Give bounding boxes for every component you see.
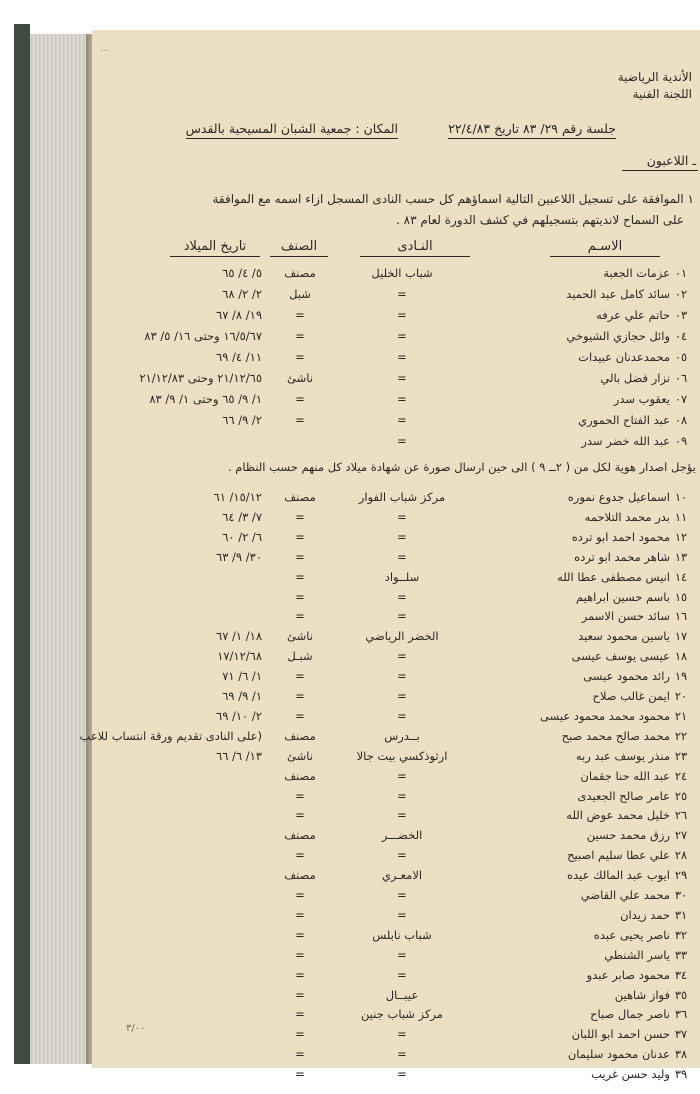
- table-row: [92, 986, 700, 1004]
- player-club: =: [397, 287, 407, 301]
- table-row: [92, 886, 700, 904]
- player-dob: ٧/ ٣/ ٦٤: [222, 509, 262, 524]
- table-row: [92, 548, 700, 566]
- player-name: علي عطا سليم اصبيح: [567, 848, 670, 863]
- column-header-category: الصنف: [270, 240, 328, 257]
- row-number: ٢٧: [674, 828, 688, 843]
- player-category: =: [295, 1067, 305, 1082]
- row-number: ٢٣: [674, 748, 688, 763]
- row-number: ٢٨: [674, 848, 688, 863]
- player-category: مصنف: [284, 768, 316, 783]
- player-category: مصنف: [284, 728, 316, 743]
- row-number: ٣٩: [674, 1067, 688, 1082]
- table-row: [92, 285, 700, 303]
- player-dob: ١٥/١٢/ ٦١: [213, 490, 262, 504]
- row-number: ١٩: [674, 669, 688, 684]
- row-number: ٢٠: [674, 689, 688, 703]
- player-category: =: [295, 947, 305, 962]
- table-row: [92, 866, 700, 884]
- table-row: [92, 767, 700, 785]
- player-name: باسم حسين ابراهيم: [575, 589, 670, 604]
- book-binding: [14, 24, 30, 1064]
- table-row: [92, 707, 700, 725]
- player-category: =: [295, 609, 305, 624]
- player-category: =: [295, 392, 305, 406]
- player-name: محمدعدنان عبيدات: [578, 350, 670, 364]
- table-row: [92, 411, 700, 429]
- player-name: ايمن غالب صلاح: [592, 689, 670, 703]
- row-number: ٢١: [674, 708, 688, 723]
- player-category: =: [295, 967, 305, 982]
- row-number: ٣٠: [674, 888, 688, 902]
- table-row: [92, 390, 700, 408]
- row-number: ٣١: [674, 907, 688, 922]
- player-category: =: [295, 788, 305, 803]
- player-category: =: [295, 848, 305, 863]
- player-club: =: [397, 888, 407, 902]
- id-issue-note: يؤجل اصدار هوية لكل من ( ٢ــ ٩ ) الى حين ارسال صورة عن شهادة ميلاد كل منهم حسب النظام .: [227, 460, 696, 474]
- player-name: اسماعيل جدوع نموره: [567, 490, 670, 504]
- player-club: =: [397, 669, 407, 684]
- table-row: [92, 607, 700, 625]
- player-name: ياسين محمود سعيد: [578, 629, 670, 644]
- table-row: [92, 1065, 700, 1083]
- player-club: =: [397, 689, 407, 703]
- player-club: =: [397, 549, 407, 564]
- player-club: =: [397, 768, 407, 783]
- player-dob: (على النادى تقديم ورقة انتساب للاعب: [79, 728, 262, 743]
- table-row: [92, 432, 700, 450]
- row-number: ٠٩: [674, 434, 688, 448]
- player-dob: ٥/ ٤/ ٦٥: [222, 266, 262, 280]
- player-category: =: [295, 308, 305, 322]
- player-dob: ٦/ ٢/ ٦٠: [222, 529, 262, 544]
- document-page: [79, 30, 700, 1082]
- page-edges: [30, 34, 86, 1064]
- player-name: وليد حسن غريب: [591, 1067, 670, 1082]
- table-row: [92, 528, 700, 546]
- player-name: حمد زيدان: [620, 907, 670, 922]
- player-dob: ١٨/ ١/ ٦٧: [216, 629, 262, 644]
- table-row: [92, 627, 700, 645]
- player-name: انيس مصطفى عطا الله: [557, 569, 670, 584]
- player-name: عامر صالح الجعيدى: [577, 788, 670, 803]
- player-club: مركز شباب الفوار: [358, 490, 446, 504]
- player-dob: ١/ ٩/ ٦٩: [222, 689, 262, 703]
- player-category: =: [295, 689, 305, 703]
- player-club: =: [397, 329, 407, 343]
- player-category: شبل: [289, 287, 311, 301]
- player-club: =: [397, 371, 407, 385]
- archive-stamp: ...: [100, 44, 109, 54]
- player-category: ناشئ: [287, 371, 313, 385]
- row-number: ٠٢: [674, 287, 688, 301]
- player-club: بــدرس: [384, 728, 420, 743]
- player-category: =: [295, 1047, 305, 1062]
- table-row: [92, 369, 700, 387]
- player-dob: ١١/ ٤/ ٦٩: [216, 350, 262, 364]
- player-category: =: [295, 329, 305, 343]
- player-dob: ٢١/١٢/٦٥ وحتى ٢١/١٢/٨٣: [139, 371, 262, 385]
- player-dob: ١/ ٦/ ٧١: [222, 669, 262, 684]
- player-club: =: [397, 788, 407, 803]
- row-number: ٠٨: [674, 413, 688, 427]
- player-club: الامعـري: [381, 868, 423, 883]
- player-category: =: [295, 927, 305, 942]
- table-row: [92, 1025, 700, 1043]
- row-number: ٠١: [674, 266, 688, 280]
- player-club: سلــواد: [384, 569, 420, 584]
- player-name: رزق محمد حسين: [586, 828, 670, 843]
- row-number: ١٣: [674, 549, 688, 564]
- column-header-dob: تاريخ الميلاد: [170, 240, 260, 257]
- table-row: [92, 846, 700, 864]
- player-category: مصنف: [284, 868, 316, 883]
- header-line-1: الأندية الرياضية: [617, 70, 692, 84]
- player-dob: ١٧/١٢/٦٨: [217, 649, 262, 664]
- player-name: عزمات الجعبة: [603, 266, 670, 280]
- player-category: =: [295, 1027, 305, 1042]
- player-name: فواز شاهين: [614, 987, 670, 1002]
- player-name: خليل محمد عوض الله: [566, 808, 670, 823]
- player-category: مصنف: [284, 828, 316, 843]
- player-club: =: [397, 907, 407, 922]
- player-category: =: [295, 808, 305, 823]
- player-category: مصنف: [284, 266, 316, 280]
- player-name: سائد حسن الاسمر: [581, 609, 670, 624]
- player-club: =: [397, 1067, 407, 1082]
- player-name: وائل حجازي الشيوخي: [566, 329, 670, 343]
- row-number: ٠٣: [674, 308, 688, 322]
- table-row: [92, 1005, 700, 1023]
- row-number: ٣٢: [674, 927, 688, 942]
- player-club: =: [397, 350, 407, 364]
- player-category: =: [295, 708, 305, 723]
- player-category: =: [295, 350, 305, 364]
- table-row: [92, 348, 700, 366]
- row-number: ١٥: [674, 589, 688, 604]
- player-name: شاهر محمد ابو ترده: [574, 549, 670, 564]
- table-row: [92, 667, 700, 685]
- player-club: عيبــال: [385, 987, 419, 1002]
- row-number: ٣٥: [674, 987, 688, 1002]
- player-category: ناشئ: [287, 629, 313, 644]
- table-row: [92, 588, 700, 606]
- row-number: ٢٢: [674, 728, 688, 743]
- player-name: ناصر جمال صباح: [590, 1007, 670, 1022]
- player-club: =: [397, 308, 407, 322]
- column-header-name: الاسـم: [550, 240, 660, 257]
- player-category: =: [295, 987, 305, 1002]
- table-row: [92, 926, 700, 944]
- table-row: [79, 727, 700, 745]
- player-club: الخضر الرياضي: [365, 629, 439, 644]
- player-category: مصنف: [284, 490, 316, 504]
- row-number: ١٢: [674, 529, 688, 544]
- player-name: محمد صالح محمد صبح: [561, 728, 670, 743]
- row-number: ١١: [674, 509, 688, 524]
- session-number-date: جلسة رقم ٢٩/ ٨٣ تاريخ ٢٢/٤/٨٣: [448, 122, 616, 139]
- player-category: =: [295, 509, 305, 524]
- player-name: محمود صابر عبدو: [586, 967, 670, 982]
- player-category: ناشئ: [287, 748, 313, 763]
- player-name: حاتم علي عرفه: [596, 308, 670, 322]
- player-category: =: [295, 669, 305, 684]
- player-name: عبد الفتاح الحموري: [578, 413, 670, 427]
- table-row: [92, 1045, 700, 1063]
- table-row: [92, 508, 700, 526]
- player-category: =: [295, 888, 305, 902]
- table-row: [92, 787, 700, 805]
- row-number: ١٧: [674, 629, 688, 644]
- player-category: =: [295, 549, 305, 564]
- table-row: [92, 327, 700, 345]
- player-club: مركز شباب جنين: [361, 1007, 443, 1022]
- player-club: =: [397, 434, 407, 448]
- player-name: يعقوب سدر: [613, 392, 670, 406]
- table-row: [92, 687, 700, 705]
- player-club: =: [397, 649, 407, 664]
- player-name: عبد الله حنا جقمان: [580, 768, 670, 783]
- table-row: [92, 747, 700, 765]
- row-number: ٣٧: [674, 1027, 688, 1042]
- player-club: =: [397, 808, 407, 823]
- player-category: =: [295, 529, 305, 544]
- table-row: [92, 488, 700, 506]
- player-club: الخضـــر: [381, 828, 423, 843]
- section-title: ـ اللاعبون: [622, 154, 698, 171]
- player-category: =: [295, 413, 305, 427]
- page-footer-mark: ٣/٠٠: [126, 1023, 146, 1034]
- player-club: =: [397, 392, 407, 406]
- player-club: =: [397, 1047, 407, 1062]
- player-name: رائد محمود عيسى: [583, 669, 670, 684]
- player-dob: ١٩/ ٨/ ٦٧: [216, 308, 262, 322]
- player-name: منذر يوسف عبد ربه: [575, 748, 670, 763]
- table-row: [92, 826, 700, 844]
- player-name: ايوب عبد المالك عيده: [567, 868, 670, 883]
- player-category: =: [295, 589, 305, 604]
- player-club: =: [397, 708, 407, 723]
- row-number: ٠٧: [674, 392, 688, 406]
- player-club: =: [397, 967, 407, 982]
- table-row: [92, 806, 700, 824]
- row-number: ٠٥: [674, 350, 688, 364]
- row-number: ٣٣: [674, 947, 688, 962]
- player-dob: ١/ ٩/ ٦٥ وحتى ١/ ٩/ ٨٣: [149, 392, 262, 406]
- row-number: ١٨: [674, 649, 688, 664]
- row-number: ٢٥: [674, 788, 688, 803]
- player-dob: ١٣/ ٦/ ٦٦: [216, 748, 262, 763]
- player-club: =: [397, 589, 407, 604]
- player-name: محمود احمد ابو ترده: [571, 529, 670, 544]
- table-row: [92, 946, 700, 964]
- player-dob: ١٦/٥/٦٧ وحتى ١٦/ ٥/ ٨٣: [144, 329, 262, 343]
- player-name: محمد علي القاضي: [580, 888, 670, 902]
- player-club: =: [397, 1027, 407, 1042]
- player-name: محمود محمد محمود عيسى: [540, 708, 670, 723]
- row-number: ٠٦: [674, 371, 688, 385]
- player-category: =: [295, 1007, 305, 1022]
- player-name: عيسى يوسف عيسى: [571, 649, 670, 664]
- row-number: ٣٨: [674, 1047, 688, 1062]
- player-name: حسن احمد ابو اللبان: [571, 1027, 670, 1042]
- player-club: ارثوذكسي بيت جالا: [356, 748, 448, 763]
- player-name: ياسر الشنطي: [604, 947, 670, 962]
- row-number: ٣٤: [674, 967, 688, 982]
- player-dob: ٢/ ١٠/ ٦٩: [216, 708, 262, 723]
- row-number: ٢٦: [674, 808, 688, 823]
- row-number: ٠٤: [674, 329, 688, 343]
- session-place: المكان : جمعية الشبان المسيحية بالقدس: [186, 122, 398, 139]
- player-dob: ٢/ ٩/ ٦٦: [222, 413, 262, 427]
- player-dob: ٣٠/ ٩/ ٦٣: [216, 549, 262, 564]
- table-row: [92, 647, 700, 665]
- player-club: شباب نابلس: [372, 927, 432, 942]
- player-club: =: [397, 947, 407, 962]
- table-row: [92, 906, 700, 924]
- player-club: =: [397, 509, 407, 524]
- player-club: =: [397, 609, 407, 624]
- row-number: ٣٦: [674, 1007, 688, 1022]
- column-header-club: النـادى: [360, 240, 470, 257]
- player-name: بدر محمد التلاحمه: [584, 509, 670, 524]
- player-category: شبـل: [287, 649, 313, 664]
- table-row: [92, 264, 700, 282]
- table-row: [92, 568, 700, 586]
- player-name: عدنان محمود سليمان: [567, 1047, 670, 1062]
- player-name: ناصر يحيى عبده: [593, 927, 670, 942]
- row-number: ٢٩: [674, 868, 688, 883]
- table-row: [92, 966, 700, 984]
- player-name: سائد كامل عبد الحميد: [566, 287, 670, 301]
- player-club: =: [397, 413, 407, 427]
- player-dob: ٢/ ٢/ ٦٨: [222, 287, 262, 301]
- row-number: ١٤: [674, 569, 688, 584]
- player-club: =: [397, 848, 407, 863]
- player-category: =: [295, 569, 305, 584]
- player-category: =: [295, 907, 305, 922]
- player-name: نزار فضل بالي: [600, 371, 670, 385]
- row-number: ١٦: [674, 609, 688, 624]
- paragraph-line-2: على السماح لانديتهم بتسجيلهم في كشف الدورة لعام ٨٣ .: [396, 213, 684, 227]
- table-row: [92, 306, 700, 324]
- player-club: شباب الخليل: [371, 266, 433, 280]
- row-number: ١٠: [674, 490, 688, 504]
- player-club: =: [397, 529, 407, 544]
- header-line-2: اللجنة الفنية: [632, 87, 692, 101]
- paragraph-line-1: ١ الموافقة على تسجيل اللاعبين التالية اسماؤهم كل حسب النادى المسجل ازاء اسمه مع الموافقة: [212, 192, 694, 206]
- row-number: ٢٤: [674, 768, 688, 783]
- player-name: عبد الله خضر سدر: [581, 434, 670, 448]
